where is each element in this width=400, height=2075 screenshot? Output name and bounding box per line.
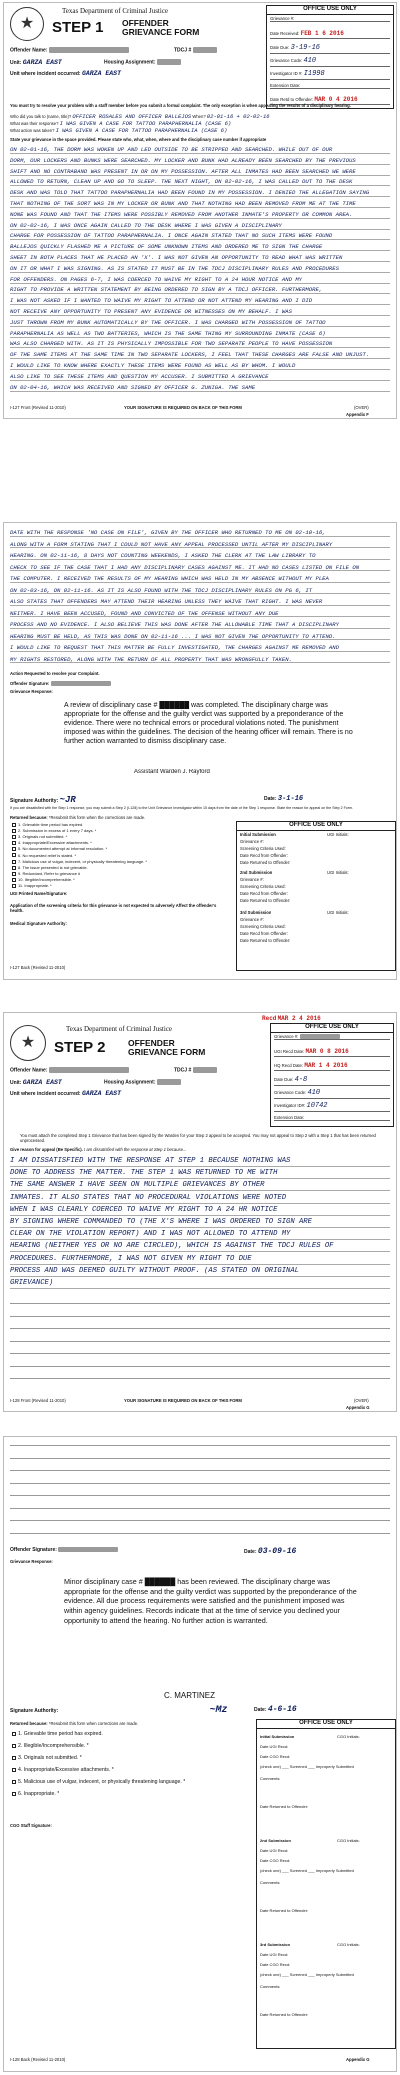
returned-reason-item: 7. Malicious use of vulgar, indecent, or physically threatening language. * [12,859,147,864]
handwritten-line: I WAS NOT ASKED IF I WANTED TO WAIVE MY RIGHT TO ATTEND OR NOT ATTEND MY HEARING AND I DID [10,297,390,305]
handwritten-line: BALLEJOS QUICKLY FLASHED ME A PICTURE OF SOME UNKNOWN ITEMS AND ORDERED ME TO SIGN THE CHARGE [10,243,390,251]
form-title: OFFENDER GRIEVANCE FORM [122,18,200,37]
blank-line [10,1303,390,1304]
returned-reason-item: 1. Grievable time period has expired. [12,1731,103,1738]
handwritten-line: CHECK TO SEE IF THE CASE THAT I HAD ANY DISCIPLINARY CASES AGAINST ME. IT HAD NO CASES LISTED ON FILE ON [10,564,390,572]
office-use-row: 3rd Submission [260,1942,291,1947]
office-use-row: Date Returned to Offender: [260,1908,309,1913]
handwritten-line: WHEN I WAS CLEARLY COERCED TO WAIVE MY RIGHT TO A 24 HR NOTICE [10,1206,390,1216]
offender-name-field: Offender Name: [10,47,129,54]
step1-front-page: ★ Texas Department of Criminal Justice STEP 1 OFFENDER GRIEVANCE FORM OFFICE USE ONLY Grievance #: Date Received: FEB 1 6 2016 Date Due: 3-19-16 Grievance Code: 410 Investigator ID #: I1998 Extension Date: Date Retd to Offender: MAR 0 4 2016 Offender Name: TDCJ # Unit: GARZA EAST Housing Assignment: Unit where incident occurred: GARZA EAST You must try to resolve your problem with a staff member before you submit a formal complaint. The only exception is when appealing the results of a disciplinary hearing. Who did you talk to (name, title)? OFFICER ROSALES AND OFFICER BALLEJOS When? 02-01-16 + 02-02-16 What was their response? I WAS GIVEN A CASE FOR TATTOO PARAPHERNALIA (CASE 6) What action was taken? I WAS GIVEN A CASE FOR TATTOO PARAPHERNALIA (CASE 6) State your grievance in the space provided. Please state who, what, when, where and the disciplinary case number if appropriate ON 02-01-16, THE DORM WAS WOKEN UP AND LED OUTSIDE TO BE STRIPPED AND SEARCHED. WHILE OUT OF OUR DORM, OUR LOCKERS AND BUNKS WERE SEARCHED. MY LOCKER AND BUNK HAD ALREADY BEEN SEARCHED BY THE PREVIOUS SHIFT AND NO CONTRABAND WAS PRESENT IN OR ON MY POSSESSION. AFTER ALL INMATES HAD BEEN SEARCHED WE WERE ALLOWED TO RETURN, CLEAN UP AND GO TO SLEEP. THE NEXT NIGHT, ON 02-02-16, I WAS CALLED OUT TO THE DESK DESK AND WAS TOLD THAT TATTOO PARAPHERNALIA HAD BEEN FOUND IN MY POSSESSION. I DENIED THE ALLEGATION SAYING THAT NOTHING OF THE SORT WAS IN MY LOCKER OR BUNK AND THAT NOTHING HAD BEEN REMOVED FROM ME AT THE TIME NONE WAS FOUND AND THAT THE ITEMS WERE POSSIBLY REMOVED FROM ANOTHER INMATE'S PROPERTY OR COMMON AREA. ON 02-02-16, I WAS ONCE AGAIN CALLED TO THE DESK WHERE I WAS GIVEN A DISCIPLINARY CHARGE FOR POSSESSION OF TATTOO PARAPHERNALIA. I ONCE AGAIN STATED THAT NO SUCH ITEMS WERE FOUND BALLEJOS QUICKLY FLASHED ME A PICTURE OF SOME UNKNOWN ITEMS AND ORDERED ME TO SIGN THE CHARGE SHEET IN BOTH PLACES THAT HE PLACED AN 'X'. I WAS NOT GIVEN AN OPPORTUNITY TO READ WHAT WAS WRITTEN ON IT OR WHAT I WAS SIGNING. AS IS STATED IT MUST BE IN THE TDCJ DISCIPLINARY RULES AND PROCEDURES FOR OFFENDERS. ON PAGES 6-7, I WAS COERCED TO WAIVE MY RIGHT TO A 24 HOUR NOTICE AND MY RIGHT TO PROVIDE A WRITTEN STATEMENT BY BEING ORDERED TO SIGN BY A TDCJ OFFICER. FURTHERMORE, I WAS NOT ASKED IF I WANTED TO WAIVE MY RIGHT TO ATTEND OR NOT ATTEND MY HEARING AND I DID NOT RECEIVE ANY OPPORTUNITY TO PRESENT ANY EVIDENCE OR WITNESSES ON MY BEHALF. I WAS JUST THROWN FROM MY BUNK AUTOMATICALLY BY THE OFFICER. I WAS CHARGED WITH POSSESSION OF TATTOO PARAPHERNALIA AS WELL AS TWO BATTERIES, WHICH IS THE SAME THING MY SURROUNDING INMATE (CASE 6) WAS ALSO CHARGED WITH. AS IT IS PHYSICALLY IMPOSSIBLE FOR TWO SEPARATE PEOPLE TO HAVE POSSESSION OF THE SAME ITEMS AT THE SAME TIME IN TWO SEPARATE LOCKERS, I FEEL THAT THESE CHARGES ARE FALSE AND UNJUST. I WOULD LIKE TO KNOW WHERE EXACTLY THESE ITEMS WERE FOUND AS WELL AS BY WHOM. I WOULD ALSO LIKE TO SEE THESE ITEMS AND QUESTION MY ACCUSER. I SUBMITTED A GRIEVANCE ON 02-04-16, WHICH WAS RECEIVED AND SIGNED BY OFFICER G. ZUNIGA. THE SAME I-127 Front (Revised 11-2010) YOUR SIGNATURE IS REQUIRED ON BACK OF THIS FORM (OVER) Appendix F [3,2,397,419]
grievance-response-text: A review of disciplinary case # ██████ was completed. The disciplinary charge was appropriate for the offense and the guilty verdict was supported by a preponderance of the evidence. There were no technical errors or procedural violations noted. The punishment imposed was within the guidelines. The decision of the hearing officer will remain. There is no further action warranted to dismiss disciplinary case. [64,702,353,746]
returned-reason-item: 2. Submission in excess of 1 every 7 days. * [12,828,96,833]
handwritten-line: CHARGE FOR POSSESSION OF TATTOO PARAPHERNALIA. I ONCE AGAIN STATED THAT NO SUCH ITEMS WERE FOUND [10,232,390,240]
handwritten-line: NEITHER. I HAVE BEEN ACCUSED, FOUND AND CONVICTED OF THE OFFENSE WITHOUT ANY DUE [10,610,390,618]
handwritten-line: THAT NOTHING OF THE SORT WAS IN MY LOCKER OR BUNK AND THAT NOTHING HAD BEEN REMOVED FROM ME AT THE TIME [10,200,390,208]
handwritten-line: ON 02-01-16, THE DORM WAS WOKEN UP AND LED OUTSIDE TO BE STRIPPED AND SEARCHED. WHILE OUT OF OUR [10,146,390,154]
office-use-row: Date CGO Recd: [260,1754,291,1759]
handwritten-line: HEARING MUST BE HELD, AS THIS WAS DONE ON 02-11-16 ... I WAS NOT GIVEN THE OPPORTUNITY TO ATTEND. [10,633,390,641]
handwritten-line: DATE WITH THE RESPONSE 'NO CASE ON FILE', GIVEN BY THE OFFICER WHO RETURNED TO ME ON 02-10-16, [10,529,390,537]
checkbox-icon [12,878,16,882]
handwritten-line: PROCESS AND NO EVIDENCE. I ALSO BELIEVE THIS WAS DONE AFTER THE ALLOWABLE TIME THAT A DISCIPLINARY [10,621,390,629]
returned-reason-item: 6. Inappropriate. * [12,1791,59,1798]
handwritten-line: PROCESS AND WAS DEEMED GUILTY WITHOUT PROOF. (AS STATED ON ORIGINAL [10,1267,390,1277]
checkbox-icon [12,835,16,839]
offender-signature-field: Offender Signature: [10,681,111,686]
blank-line [10,1495,390,1496]
office-use-row: Initial Submission [260,1734,295,1739]
warden-name: Assistant Warden J. Rayford [134,769,210,775]
step-title: STEP 2 [54,1039,106,1056]
handwritten-line: SHIFT AND NO CONTRABAND WAS PRESENT IN OR ON MY POSSESSION. AFTER ALL INMATES HAD BEEN SEARCHED WE WERE [10,168,390,176]
unit-field: Unit: GARZA EAST [10,59,62,66]
handwritten-line: I WOULD LIKE TO REQUEST THAT THIS MATTER BE FULLY INVESTIGATED, THE CHARGES AGAINST ME REMOVED AND [10,644,390,652]
office-use-row: CGO Initials: [337,1942,360,1947]
grievance-response-text: Minor disciplinary case # ██████ has been reviewed. The disciplinary charge was appropriate for the offense and the guilty verdict was supported by the preponderance of the evidence. All due process requirements were satisfied and the punishment imposed was within agency guidelines. Records indicate that at the time of service you declined your opportunity to attend the hearing. No further action is warranted. [64,1577,357,1625]
housing-field: Housing Assignment: [104,59,181,66]
returned-reason-item: 8. The issue presented is not grievable. [12,865,88,870]
texas-seal [10,7,44,41]
blank-line [10,1458,390,1459]
office-use-box: OFFICE USE ONLY Initial Submission CGO Initials: Date UGI Recd: Date CGO Recd: (check one) ___ Screened ___ Improperly Submitted Comments: Date Returned to Offender: 2nd Submission CGO Initials: Date UGI Recd: Date CGO Recd: (check one) ___ Screened ___ Improperly Submitted Comments: Date Returned to Offender: 3rd Submission CGO Initials: Date UGI Recd: Date CGO Recd: (check one) ___ Screened ___ Improperly Submitted Comments: Date Returned to Offender: [256,1719,396,2049]
handwritten-line: PARAPHERNALIA AS WELL AS TWO BATTERIES, WHICH IS THE SAME THING MY SURROUNDING INMATE (CASE 6) [10,330,390,338]
handwritten-line: ON 02-02-16, I WAS ONCE AGAIN CALLED TO THE DESK WHERE I WAS GIVEN A DISCIPLINARY [10,222,390,230]
checkbox-icon [12,841,16,845]
checkbox-icon [12,872,16,876]
office-use-row: CGO Initials: [337,1838,360,1843]
handwritten-line: ALSO STATES THAT OFFENDERS MAY ATTEND THEIR HEARING UNLESS THEY WAIVE THAT RIGHT. I WAS NEVER [10,598,390,606]
checkbox-icon [12,829,16,833]
redaction [49,47,129,53]
handwritten-line: JUST THROWN FROM MY BUNK AUTOMATICALLY BY THE OFFICER. I WAS CHARGED WITH POSSESSION OF TATTOO [10,319,390,327]
handwritten-line: ALSO LIKE TO SEE THESE ITEMS AND QUESTION MY ACCUSER. I SUBMITTED A GRIEVANCE [10,373,390,381]
office-use-row: 2nd Submission [260,1838,291,1843]
state-grievance-label: State your grievance in the space provided. Please state who, what, when, where and the disciplinary case number if appropriate [10,137,267,142]
checkbox-icon [12,847,16,851]
handwritten-line: THE COMPUTER. I RECEIVED THE RESULTS OF MY HEARING WHICH WAS HELD IN MY ABSENCE WITHOUT MY PLEA [10,575,390,583]
returned-reason-item: 9. Redundant, Refer to grievance # [12,871,80,876]
returned-reason-item: 11. Inappropriate. * [12,883,52,888]
checkbox-icon [12,1744,16,1748]
step1-back-page: DATE WITH THE RESPONSE 'NO CASE ON FILE', GIVEN BY THE OFFICER WHO RETURNED TO ME ON 02-10-16, ALONG WITH A FORM STATING THAT I COULD NOT HAVE ANY APPEAL PROCESSED UNTIL AFTER MY DISCIPLINARY HEARING. ON 02-11-16, 8 DAYS NOT COUNTING WEEKENDS, I ASKED THE CLERK AT THE LAW LIBRARY TO CHECK TO SEE IF THE CASE THAT I HAD ANY DISCIPLINARY CASES AGAINST ME. IT HAD NO CASES LISTED ON FILE ON THE COMPUTER. I RECEIVED THE RESULTS OF MY HEARING WHICH WAS HELD IN MY ABSENCE WITHOUT MY PLEA ON 02-03-16, ON 02-11-16. AS IT IS ALSO FOUND WITH THE TDCJ DISCIPLINARY RULES ON PG 6, IT ALSO STATES THAT OFFENDERS MAY ATTEND THEIR HEARING UNLESS THEY WAIVE THAT RIGHT. I WAS NEVER NEITHER. I HAVE BEEN ACCUSED, FOUND AND CONVICTED OF THE OFFENSE WITHOUT ANY DUE PROCESS AND NO EVIDENCE. I ALSO BELIEVE THIS WAS DONE AFTER THE ALLOWABLE TIME THAT A DISCIPLINARY HEARING MUST BE HELD, AS THIS WAS DONE ON 02-11-16 ... I WAS NOT GIVEN THE OPPORTUNITY TO ATTEND. I WOULD LIKE TO REQUEST THAT THIS MATTER BE FULLY INVESTIGATED, THE CHARGES AGAINST ME REMOVED AND MY RIGHTS RESTORED, ALONG WITH THE RETURN OF ALL PROPERTY THAT WAS WRONGFULLY TAKEN. Action Requested to resolve your Complaint. Offender Signature: Grievance Response: A review of disciplinary case # ██████ was completed. The disciplinary charge was appropriate for the offense and the guilty verdict was supported by a preponderance of the evidence. There were no technical errors or procedural violations noted. The punishment imposed was within the guidelines. The decision of the hearing officer will remain. There is no further action warranted to dismiss disciplinary case. Assistant Warden J. Rayford Signature Authority: ~JR Date: 3-1-16 If you are dissatisfied with the Step 1 response, you may submit a Step 2 (I-128) to the Unit Grievance Investigator within 15 days from the date of the Step 1 response. State the reason for appeal on the Step 2 Form. Returned because: *Resubmit this form when the corrections are made. 1. Grievable time period has expired. 2. Submission in excess of 1 every 7 days. * 3. Originals not submitted. * 4. Inappropriate/Excessive attachments. * 5. No documented attempt at informal resolution. * 6. No requested relief is stated. * 7. Malicious use of vulgar, indecent, or physically threatening language. * 8. The issue presented is not grievable. 9. Redundant, Refer to grievance # 10. Illegible/Incomprehensible. * 11. Inappropriate. * OFFICE USE ONLY Initial Submission UGI Initials: Grievance #: Screening Criteria Used: Date Recd from Offender: Date Returned to Offender: 2nd Submission UGI Initials: Grievance #: Screening Criteria Used: Date Recd from Offender: Date Returned to Offender: 3rd Submission UGI Initials: Grievance #: Screening Criteria Used: Date Recd from Offender: Date Returned to Offender: UGI Printed Name/Signature: Application of the screening criteria for this grievance is not expected to adversely Affect the offender's health. Medical Signature Authority: I-127 Back (Revised 11-2010) [3,522,397,980]
handwritten-line: GRIEVANCE) [10,1279,390,1289]
handwritten-line: ON 02-04-16, WHICH WAS RECEIVED AND SIGNED BY OFFICER G. ZUNIGA. THE SAME [10,384,390,392]
handwritten-line: MY RIGHTS RESTORED, ALONG WITH THE RETURN OF ALL PROPERTY THAT WAS WRONGFULLY TAKEN. [10,656,390,664]
handwritten-line: HEARING. ON 02-11-16, 8 DAYS NOT COUNTING WEEKENDS, I ASKED THE CLERK AT THE LAW LIBRARY TO [10,552,390,560]
blank-line [10,1445,390,1446]
returned-reason-item: 6. No requested relief is stated. * [12,853,76,858]
office-use-row: Date Returned to Offender: [260,1804,309,1809]
handwritten-line: CLEAR ON THE VIOLATION REPORT) AND I WAS NOT ALLOWED TO ATTEND MY [10,1230,390,1240]
handwritten-line: BY SIGNING WHERE COMMANDED TO (THE X'S WHERE I WAS ORDERED TO SIGN ARE [10,1218,390,1228]
handwritten-line: THE SAME ANSWER I HAVE SEEN ON MULTIPLE GRIEVANCES BY OTHER [10,1181,390,1191]
office-use-row: Comments: [260,1984,281,1989]
returned-reason-item: 10. Illegible/Incomprehensible. * [12,877,75,882]
blank-line [10,1366,390,1367]
office-use-row: Date UGI Recd: [260,1952,289,1957]
blank-line [10,1378,390,1379]
handwritten-line: DONE TO ADDRESS THE MATTER. THE STEP 1 WAS RETURNED TO ME WITH [10,1169,390,1179]
checkbox-icon [12,884,16,888]
checkbox-icon [12,1756,16,1760]
returned-reason-item: 4. Inappropriate/Excessive attachments. * [12,1767,114,1774]
returned-reason-item: 1. Grievable time period has expired. [12,822,83,827]
returned-reason-item: 3. Originals not submitted. * [12,1755,82,1762]
office-use-row: Date CGO Recd: [260,1962,291,1967]
handwritten-line: RIGHT TO PROVIDE A WRITTEN STATEMENT BY BEING ORDERED TO SIGN BY A TDCJ OFFICER. FURTHERMORE, [10,286,390,294]
office-use-box: OFFICE USE ONLY Initial Submission UGI Initials: Grievance #: Screening Criteria Used: Date Recd from Offender: Date Returned to Offender: 2nd Submission UGI Initials: Grievance #: Screening Criteria Used: Date Recd from Offender: Date Returned to Offender: 3rd Submission UGI Initials: Grievance #: Screening Criteria Used: Date Recd from Offender: Date Returned to Offender: [236,821,396,971]
blank-line [10,1533,390,1534]
blank-line [10,1328,390,1329]
returned-reason-item: 2. Illegible/Incomprehensible. * [12,1743,89,1750]
returned-reason-item: 3. Originals not submitted. * [12,834,67,839]
office-use-row: (check one) ___ Screened ___ Improperly Submitted [260,1972,354,1977]
office-use-row: CGO Initials: [337,1734,360,1739]
office-use-row: (check one) ___ Screened ___ Improperly Submitted [260,1764,354,1769]
handwritten-line: DESK AND WAS TOLD THAT TATTOO PARAPHERNALIA HAD BEEN FOUND IN MY POSSESSION. I DENIED THE ALLEGATION SAYING [10,189,390,197]
signature-scribble: ~Mz [209,1705,228,1716]
handwritten-line: FOR OFFENDERS. ON PAGES 6-7, I WAS COERCED TO WAIVE MY RIGHT TO A 24 HOUR NOTICE AND MY [10,276,390,284]
received-stamp: Recd MAR 2 4 2016 [262,1015,321,1022]
checkbox-icon [12,823,16,827]
checkbox-icon [12,866,16,870]
office-use-row: (check one) ___ Screened ___ Improperly Submitted [260,1868,354,1873]
returned-reason-item: 5. Malicious use of vulgar, indecent, or physically threatening language. * [12,1779,185,1786]
checkbox-icon [12,1780,16,1784]
handwritten-line: ALONG WITH A FORM STATING THAT I COULD NOT HAVE ANY APPEAL PROCESSED UNTIL AFTER MY DISCIPLINARY [10,541,390,549]
texas-seal [10,1025,46,1061]
returned-reason-item: 4. Inappropriate/Excessive attachments. * [12,840,92,845]
star-icon: ★ [19,15,35,32]
unit-incident-field: Unit where incident occurred: GARZA EAST [10,70,121,77]
office-use-row: Date UGI Recd: [260,1744,289,1749]
signer-name: C. MARTINEZ [164,1691,215,1700]
handwritten-line: SHEET IN BOTH PLACES THAT HE PLACED AN 'X'. I WAS NOT GIVEN AN OPPORTUNITY TO READ WHAT WAS WRITTEN [10,254,390,262]
star-icon: ★ [20,1034,36,1051]
handwritten-line: ON IT OR WHAT I WAS SIGNING. AS IS STATED IT MUST BE IN THE TDCJ DISCIPLINARY RULES AND PROCEDURES [10,265,390,273]
office-use-row: Date CGO Recd: [260,1858,291,1863]
handwritten-line: ALLOWED TO RETURN, CLEAN UP AND GO TO SLEEP. THE NEXT NIGHT, ON 02-02-16, I WAS CALLED OUT TO THE DESK [10,178,390,186]
handwritten-line: ON 02-03-16, ON 02-11-16. AS IT IS ALSO FOUND WITH THE TDCJ DISCIPLINARY RULES ON PG 6, IT [10,587,390,595]
handwritten-line: OF THE SAME ITEMS AT THE SAME TIME IN TWO SEPARATE LOCKERS, I FEEL THAT THESE CHARGES ARE FALSE AND UNJUST. [10,351,390,359]
checkbox-icon [12,853,16,857]
blank-line [10,1520,390,1521]
office-use-row: Comments: [260,1776,281,1781]
office-use-row: Comments: [260,1880,281,1885]
handwritten-line: INMATES. IT ALSO STATES THAT NO PROCEDURAL VIOLATIONS WERE NOTED [10,1194,390,1204]
tdcj-field: TDCJ # [174,47,217,54]
checkbox-icon [12,1792,16,1796]
checkbox-icon [12,1732,16,1736]
signature-scribble: ~JR [59,795,76,805]
step-title: STEP 1 [52,19,104,36]
checkbox-icon [12,1768,16,1772]
handwritten-line: PROCEDURES. FURTHERMORE, I WAS NOT GIVEN MY RIGHT TO DUE [10,1255,390,1265]
returned-reason-item: 5. No documented attempt at informal resolution. * [12,846,107,851]
blank-line [10,1316,390,1317]
blank-line [10,1470,390,1471]
office-use-box: OFFICE USE ONLY Grievance #: UGI Recd Date: MAR 0 8 2016 HQ Recd Date: MAR 1 4 2016 Date Due: 4-8 Grievance Code: 410 Investigator ID#: 10742 Extension Date: [270,1023,394,1127]
handwritten-line: HEARING (NEITHER YES OR NO ARE CIRCLED), WHICH IS AGAINST THE TDCJ RULES OF [10,1242,390,1252]
handwritten-line: NOT RECEIVE ANY OPPORTUNITY TO PRESENT ANY EVIDENCE OR WITNESSES ON MY BEHALF. I WAS [10,308,390,316]
step2-back-page: Offender Signature: Date: 03-09-16 Grievance Response: Minor disciplinary case # ██████ has been reviewed. The disciplinary charge was appropriate for the offense and the guilty verdict was supported by the preponderance of the evidence. All due process requirements were satisfied and the punishment imposed was within agency guidelines. Records indicate that at the time of service you declined your opportunity to attend the hearing. No further action is warranted. C. MARTINEZ Signature Authority: ~Mz Date: 4-6-16 Returned because: *Resubmit this form when corrections are made. 1. Grievable time period has expired. 2. Illegible/Incomprehensible. * 3. Originals not submitted. * 4. Inappropriate/Excessive attachments. * 5. Malicious use of vulgar, indecent, or physically threatening language. * 6. Inappropriate. * CGO Staff Signature: OFFICE USE ONLY Initial Submission CGO Initials: Date UGI Recd: Date CGO Recd: (check one) ___ Screened ___ Improperly Submitted Comments: Date Returned to Offender: 2nd Submission CGO Initials: Date UGI Recd: Date CGO Recd: (check one) ___ Screened ___ Improperly Submitted Comments: Date Returned to Offender: 3rd Submission CGO Initials: Date UGI Recd: Date CGO Recd: (check one) ___ Screened ___ Improperly Submitted Comments: Date Returned to Offender: I-128 Back (Revised 11-2010) Appendix G [3,1436,397,2072]
handwritten-line: NONE WAS FOUND AND THAT THE ITEMS WERE POSSIBLY REMOVED FROM ANOTHER INMATE'S PROPERTY OR COMMON AREA. [10,211,390,219]
step2-front-page: Recd MAR 2 4 2016 ★ Texas Department of Criminal Justice STEP 2 OFFENDER GRIEVANCE FORM OFFICE USE ONLY Grievance #: UGI Recd Date: MAR 0 8 2016 HQ Recd Date: MAR 1 4 2016 Date Due: 4-8 Grievance Code: 410 Investigator ID#: 10742 Extension Date: Offender Name: TDCJ # Unit: GARZA EAST Housing Assignment: Unit where incident occurred: GARZA EAST You must attach the completed Step 1 Grievance that has been signed by the Warden for your Step 2 appeal to be accepted. You may not appeal to Step 2 with a Step 1 that has been returned unprocessed. Give reason for appeal (Be Specific). I am dissatisfied with the response at Step 1 because... I AM DISSATISFIED WITH THE RESPONSE AT STEP 1 BECAUSE NOTHING WAS DONE TO ADDRESS THE MATTER. THE STEP 1 WAS RETURNED TO ME WITH THE SAME ANSWER I HAVE SEEN ON MULTIPLE GRIEVANCES BY OTHER INMATES. IT ALSO STATES THAT NO PROCEDURAL VIOLATIONS WERE NOTED WHEN I WAS CLEARLY COERCED TO WAIVE MY RIGHT TO A 24 HR NOTICE BY SIGNING WHERE COMMANDED TO (THE X'S WHERE I WAS ORDERED TO SIGN ARE CLEAR ON THE VIOLATION REPORT) AND I WAS NOT ALLOWED TO ATTEND MY HEARING (NEITHER YES OR NO ARE CIRCLED), WHICH IS AGAINST THE TDCJ RULES OF PROCEDURES. FURTHERMORE, I WAS NOT GIVEN MY RIGHT TO DUE PROCESS AND WAS DEEMED GUILTY WITHOUT PROOF. (AS STATED ON ORIGINAL GRIEVANCE) I-128 Front (Revised 11-2010) YOUR SIGNATURE IS REQUIRED ON BACK OF THIS FORM (OVER) Appendix G [3,1012,397,1412]
office-use-row: Date UGI Recd: [260,1848,289,1853]
date-received-stamp: FEB 1 6 2016 [300,30,344,37]
blank-line [10,1508,390,1509]
handwritten-line: WAS ALSO CHARGED WITH. AS IT IS PHYSICALLY IMPOSSIBLE FOR TWO SEPARATE PEOPLE TO HAVE POSSESSION [10,340,390,348]
blank-line [10,1483,390,1484]
office-use-box: OFFICE USE ONLY Grievance #: Date Received: FEB 1 6 2016 Date Due: 3-19-16 Grievance Code: 410 Investigator ID #: I1998 Extension Date: Date Retd to Offender: MAR 0 4 2016 [266,5,394,109]
handwritten-line: I WOULD LIKE TO KNOW WHERE EXACTLY THESE ITEMS WERE FOUND AS WELL AS BY WHOM. I WOULD [10,362,390,370]
blank-line [10,1353,390,1354]
handwritten-line: I AM DISSATISFIED WITH THE RESPONSE AT STEP 1 BECAUSE NOTHING WAS [10,1157,390,1167]
blank-line [10,1341,390,1342]
office-use-row: Date Returned to Offender: [260,2012,309,2017]
instruction-text: You must try to resolve your problem with a staff member before you submit a formal complaint. The only exception is when appealing the results of a disciplinary hearing. [10,103,351,108]
agency-name: Texas Department of Criminal Justice [62,7,169,15]
handwritten-line: DORM, OUR LOCKERS AND BUNKS WERE SEARCHED. MY LOCKER AND BUNK HAD ALREADY BEEN SEARCHED BY THE PREVIOUS [10,157,390,165]
checkbox-icon [12,860,16,864]
